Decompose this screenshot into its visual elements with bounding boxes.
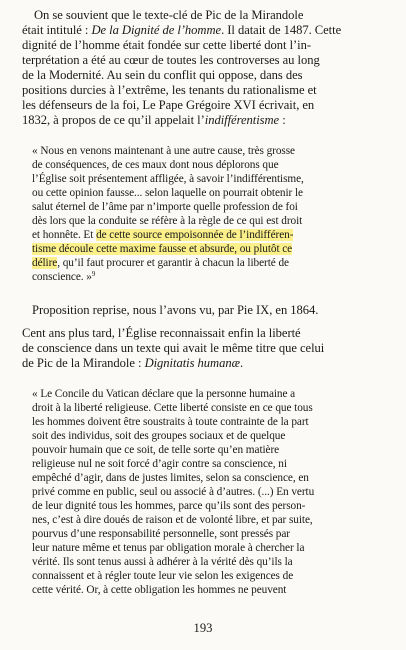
paragraph-pius: Proposition reprise, nous l’avons vu, par Pie IX, en 1864. <box>32 303 319 317</box>
quote-line: de conséquences, de ces maux dont nous déplorons que <box>32 159 279 171</box>
text-span: conscience. » <box>32 271 92 283</box>
quote-line: empêché d’agir, dans de justes limites, selon sa conscience, en <box>32 472 309 484</box>
quote-line: dès lors que la conduite se réfère à la règle de ce qui est droit <box>32 215 303 227</box>
highlighted-text: tisme découle cette maxime fausse et absurde, ou plutôt ce <box>32 243 293 255</box>
quote-line: « Nous en venons maintenant à une autre cause, très grosse <box>32 145 295 157</box>
document-title: Dignitatis humanæ <box>144 356 240 370</box>
quote-line: cette vérité. Or, à cette obligation les hommes ne peuvent <box>32 584 287 596</box>
text-span: et honnête. Et <box>32 229 97 241</box>
text-line <box>22 113 286 127</box>
quote-line <box>32 257 289 270</box>
quote-line: pouvoir humain que ce soit, de telle sorte qu’en matière <box>32 444 280 456</box>
highlighted-text: délire <box>32 257 58 269</box>
quote-line: soit des individus, soit des groupes sociaux et de quelque <box>32 430 286 442</box>
text-line <box>22 356 243 370</box>
quote-line <box>32 243 292 256</box>
quote-line: de leur dignité tous les hommes, parce qu’ils sont des person- <box>32 500 306 512</box>
footnote-marker: 9 <box>91 270 96 278</box>
book-title: De la Dignité de l’homme <box>91 23 222 37</box>
quote-line <box>32 229 293 242</box>
text-line: dignité de l’homme était fondée sur cette liberté dont l’in- <box>22 38 312 52</box>
quote-line: pourvus d’une responsabilité personnelle, sont pressés par <box>32 528 290 540</box>
quote-line: privé comme en public, seul ou associé à d’autres. (...) En vertu <box>32 486 315 498</box>
text-span: 1832, à propos de ce qu’il appelait l’ <box>22 113 205 127</box>
quote-line: religieuse nul ne soit forcé d’agir contre sa conscience, ni <box>32 458 287 470</box>
text-span: : <box>279 113 286 127</box>
highlighted-text: de cette source empoisonnée de l’indifféren- <box>96 229 294 241</box>
text-line: les défenseurs de la foi, Le Pape Grégoire XVI écrivait, en <box>22 98 315 112</box>
quote-line: nes, c’est à dire doués de raison et de volonté libre, et par suite, <box>32 514 313 526</box>
quote-line: leur nature même et tenus par obligation morale à chercher la <box>32 542 305 554</box>
quote-line: « Le Concile du Vatican déclare que la personne humaine a <box>32 388 296 400</box>
quote-line <box>32 271 95 284</box>
text-line: de la Modernité. Au sein du conflit qui oppose, dans des <box>22 68 303 82</box>
quote-line: connaissent et à régler toute leur vie selon les exigences de <box>32 570 294 582</box>
text-span: , qu’il faut procurer et garantir à chacun la liberté de <box>57 257 289 269</box>
quote-line: salut éternel de l’âme par n’importe quelle profession de foi <box>32 201 298 213</box>
page-number: 193 <box>193 621 213 635</box>
text-line: Cent ans plus tard, l’Église reconnaissait enfin la liberté <box>22 326 301 340</box>
quote-line: les hommes doivent être soustraits à toute contrainte de la part <box>32 416 309 428</box>
text-span: . Il datait de 1487. Cette <box>221 23 342 37</box>
text-span: de Pic de la Mirandole : <box>22 356 145 370</box>
text-line <box>22 23 341 37</box>
text-line: positions durcies à l’extrême, les tenants du rationalisme et <box>22 83 317 97</box>
text-line: de conscience dans un texte qui avait le même titre que celui <box>22 341 325 355</box>
quote-line: droit à la liberté religieuse. Cette liberté consiste en ce que tous <box>32 402 313 414</box>
text-span: . <box>239 356 244 370</box>
text-span: était intitulé : <box>22 23 92 37</box>
quote-line: ou cette opinion fausse... selon laquelle on pourrait obtenir le <box>32 187 303 199</box>
emphasis-term: indifférentisme <box>204 113 280 127</box>
quote-line: vérité. Ils sont tenus aussi à adhérer à la vérité dès qu’ils la <box>32 556 293 568</box>
text-line: terprétation a été au cœur de toutes les controverses au long <box>22 53 320 67</box>
quote-line: l’Église soit présentement affligée, à savoir l’indifférentisme, <box>32 173 304 185</box>
text-line: On se souvient que le texte-clé de Pic de la Mirandole <box>34 8 304 22</box>
